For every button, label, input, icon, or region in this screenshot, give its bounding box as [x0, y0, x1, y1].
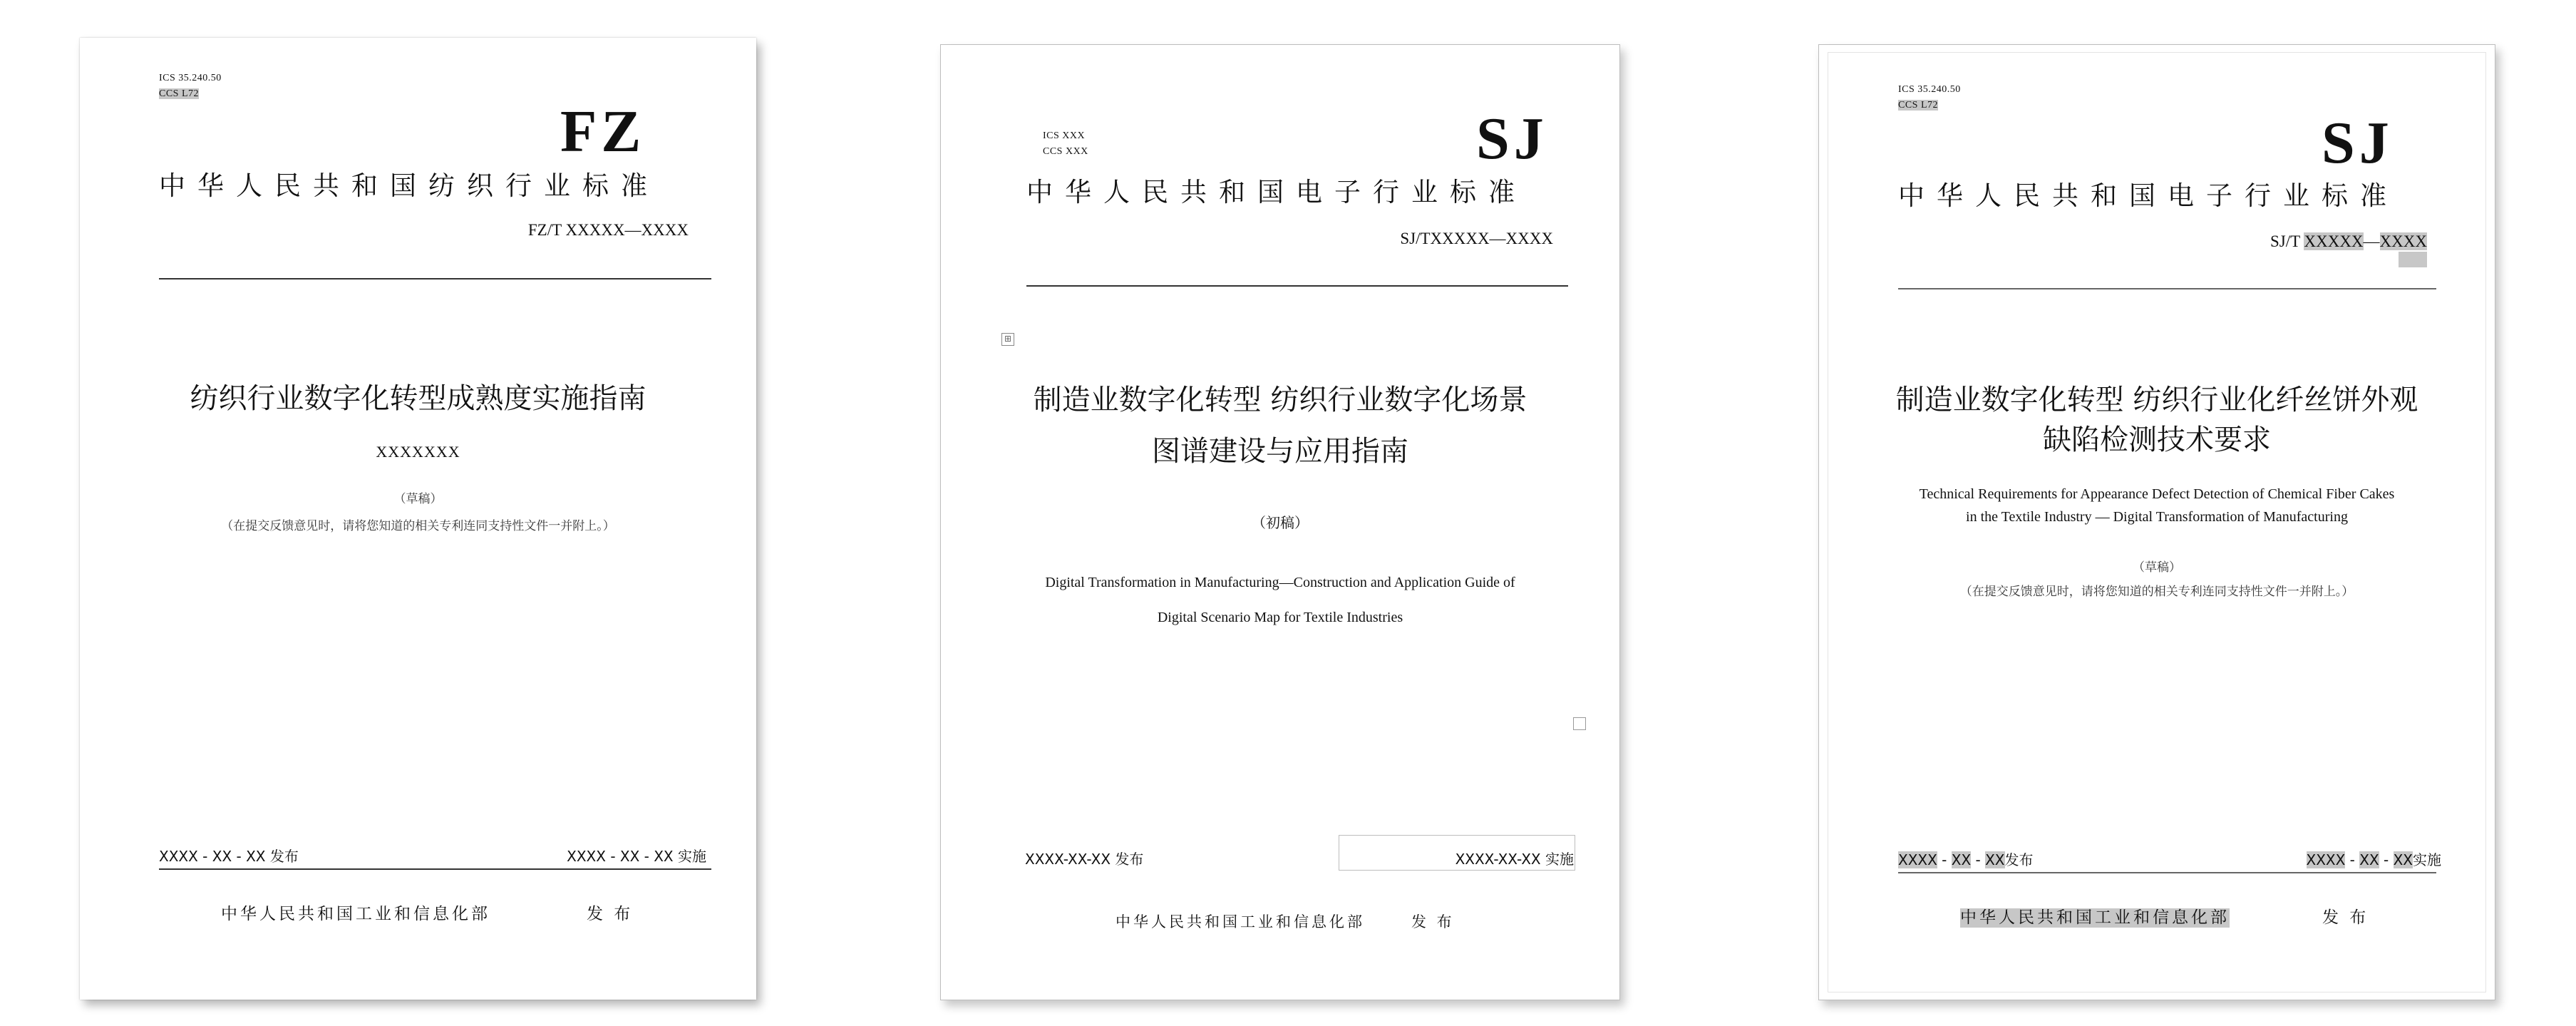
publish-label: 发 布	[587, 905, 634, 923]
title-line: 缺陷检测技术要求	[2043, 424, 2271, 456]
issuing-department: 中华人民共和国工业和信息化部	[221, 905, 490, 923]
header-divider	[1026, 285, 1568, 287]
ccs-code: CCS XXX	[1043, 146, 1088, 157]
highlighted-field-marker	[2399, 252, 2427, 267]
document-subtitle: XXXXXXX	[376, 443, 460, 461]
implement-day-field[interactable]: XX	[2393, 851, 2413, 868]
implement-date: XXXX-XX-XX 实施	[1455, 851, 1574, 868]
english-title-line: in the Textile Industry — Digital Transformation of Manufacturing	[1966, 509, 2348, 525]
release-date: XXXX-XX-XX 发布	[1025, 851, 1144, 868]
classification-codes	[1043, 128, 1088, 160]
issuing-department: 中华人民共和国工业和信息化部	[1960, 908, 2230, 927]
draft-stage: （草稿）	[393, 492, 443, 506]
header-divider	[159, 278, 711, 279]
release-day-field[interactable]: XX	[1985, 851, 2005, 868]
ics-code: ICS 35.240.50	[1898, 84, 1961, 95]
patent-note: （在提交反馈意见时，请将您知道的相关专利连同支持性文件一并附上。）	[1959, 585, 2354, 599]
object-anchor-icon[interactable]: ⊞	[1001, 333, 1014, 346]
ics-code: ICS 35.240.50	[159, 73, 222, 83]
date-separator: -	[2379, 851, 2394, 868]
implement-month-field[interactable]: XX	[2359, 851, 2379, 868]
classification-codes	[159, 71, 222, 102]
english-title-line: Digital Scenario Map for Textile Industries	[1157, 610, 1403, 625]
document-title	[1819, 380, 2495, 460]
english-title-line: Digital Transformation in Manufacturing—Construction and Application Guide of	[1045, 575, 1515, 590]
standard-number: SJ/TXXXXX—XXXX	[1400, 230, 1553, 247]
implement-label: 实施	[2413, 851, 2441, 868]
implement-date: XXXX - XX - XX 实施	[567, 848, 706, 865]
implement-year-field[interactable]: XXXX	[2306, 851, 2346, 868]
release-year-field[interactable]: XXXX	[1898, 851, 1937, 868]
issuing-body-title: 中华人民共和国电子行业标准	[1026, 177, 1527, 207]
implement-date	[2307, 853, 2442, 867]
release-date: XXXX - XX - XX 发布	[159, 848, 299, 865]
title-line: 制造业数字化转型 纺织行业化纤丝饼外观	[1895, 384, 2418, 416]
ics-code: ICS XXX	[1043, 130, 1086, 141]
english-title-line: Technical Requirements for Appearance Defect Detection of Chemical Fiber Cakes	[1919, 486, 2395, 502]
standard-separator: —	[2363, 232, 2380, 250]
publish-label: 发 布	[1411, 913, 1455, 930]
standard-logo: FZ	[560, 98, 646, 165]
date-separator: -	[2345, 851, 2360, 868]
title-line: 制造业数字化转型 纺织行业数字化场景	[1033, 384, 1527, 416]
date-separator: -	[1937, 851, 1952, 868]
standard-year-field[interactable]: XXXX	[2379, 232, 2427, 250]
issuing-department: 中华人民共和国工业和信息化部	[1116, 913, 1365, 930]
publish-label: 发 布	[2322, 908, 2369, 927]
date-separator: -	[1971, 851, 1986, 868]
footer-divider	[159, 868, 711, 870]
document-title	[941, 374, 1619, 477]
release-month-field[interactable]: XX	[1951, 851, 1972, 868]
english-title	[941, 565, 1619, 635]
release-date	[1898, 853, 2034, 867]
standard-logo: SJ	[1476, 106, 1548, 172]
standard-logo: SJ	[2322, 110, 2394, 176]
ccs-code: CCS L72	[1898, 100, 1939, 111]
document-title	[80, 373, 756, 424]
issuing-body-title: 中华人民共和国纺织行业标准	[159, 170, 659, 201]
header-divider	[1898, 288, 2436, 289]
draft-stage: （初稿）	[1252, 514, 1309, 531]
standard-number-field[interactable]: XXXXX	[2304, 232, 2364, 250]
release-label: 发布	[2004, 851, 2034, 868]
standard-cover-page-electronics-scenario	[940, 44, 1620, 1000]
title-line: 纺织行业数字化转型成熟度实施指南	[190, 382, 646, 415]
standard-cover-page-textile	[80, 38, 756, 1000]
footer-divider	[1898, 872, 2436, 873]
draft-stage: （草稿）	[2133, 560, 2181, 575]
issuing-body-title: 中华人民共和国电子行业标准	[1898, 180, 2399, 211]
standard-prefix: SJ/T	[2270, 232, 2304, 250]
ccs-code: CCS L72	[159, 88, 200, 99]
standard-number	[2270, 233, 2427, 250]
patent-note: （在提交反馈意见时，请将您知道的相关专利连同支持性文件一并附上。）	[221, 519, 615, 533]
text-box-handle[interactable]	[1573, 717, 1586, 730]
english-title	[1819, 483, 2495, 528]
title-line: 图谱建设与应用指南	[1152, 435, 1408, 468]
standard-cover-page-electronics-defect	[1818, 44, 2495, 1000]
standard-number: FZ/T XXXXX—XXXX	[527, 221, 689, 239]
classification-codes	[1898, 82, 1961, 113]
